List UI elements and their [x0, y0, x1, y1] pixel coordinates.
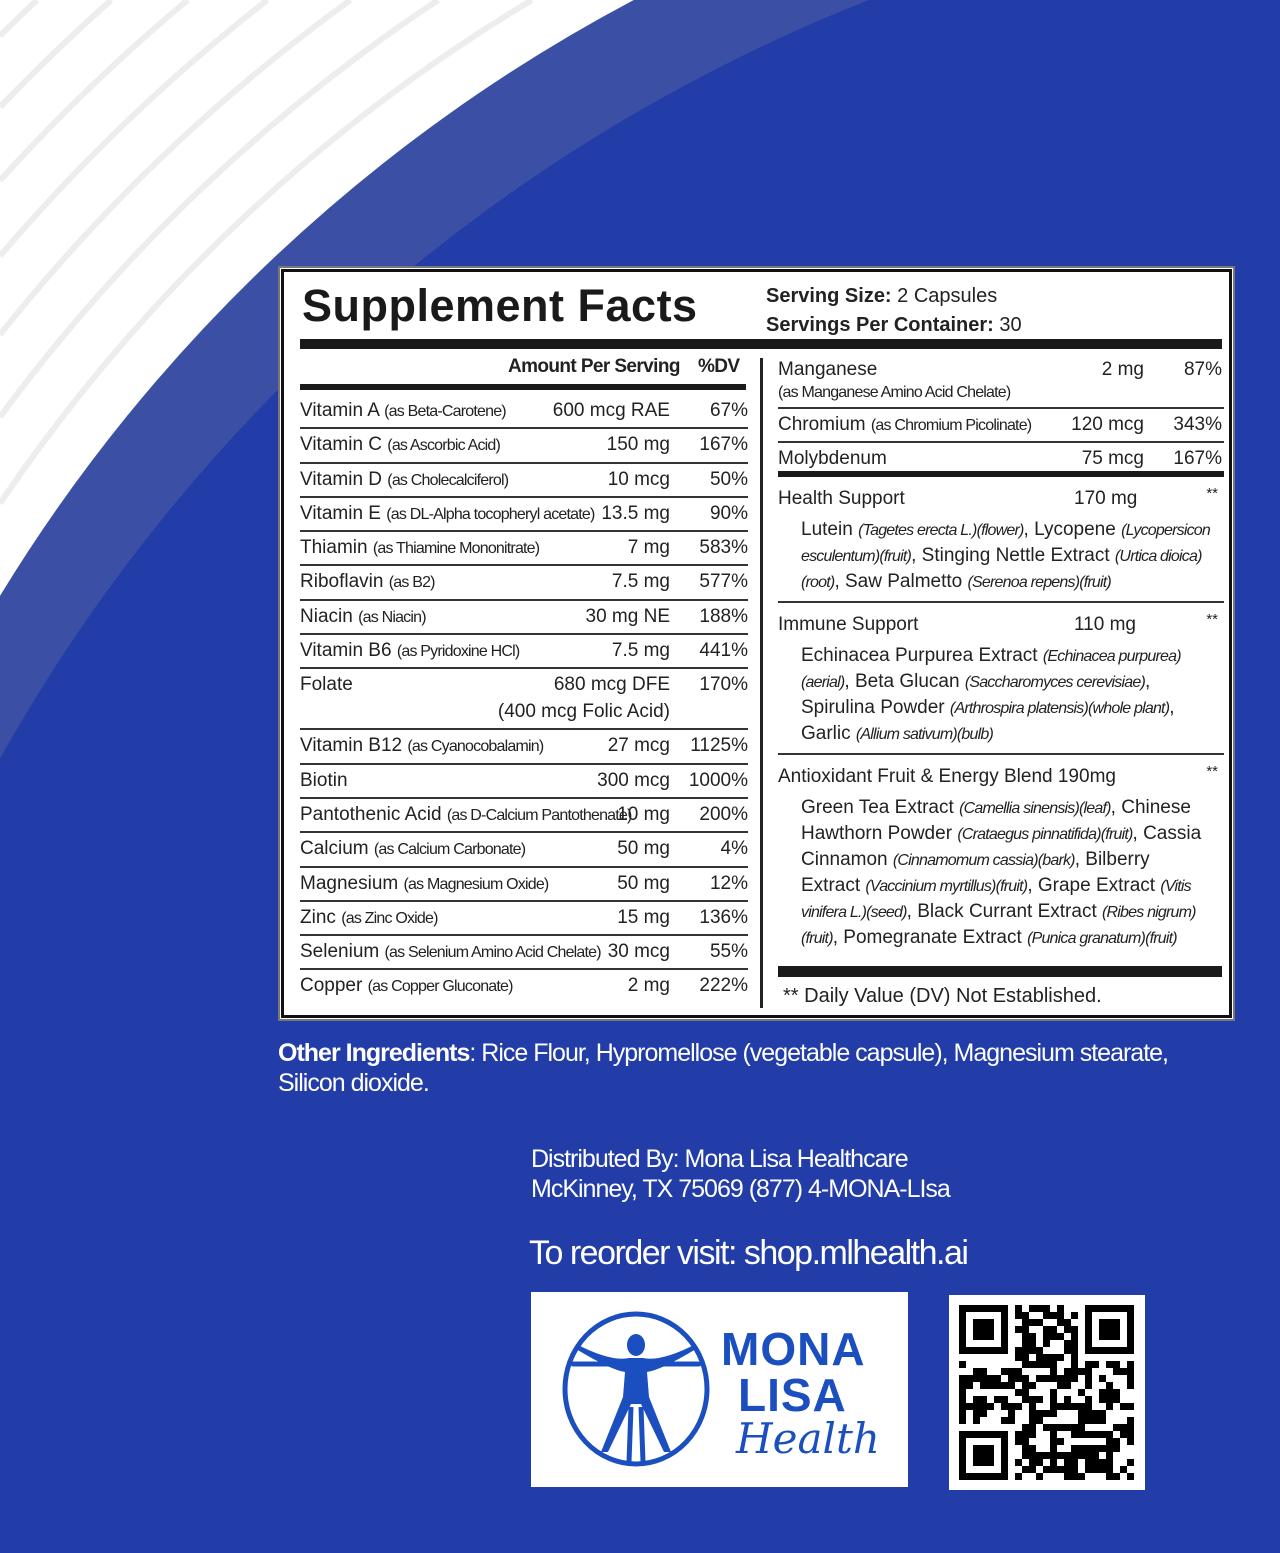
blend-header	[778, 761, 1224, 791]
nutrient-label: Magnesium	[300, 872, 399, 894]
nutrient-source: (as DL-Alpha tocopheryl acetate)	[386, 505, 595, 523]
other-ingredients	[278, 1038, 1238, 1098]
nutrient-name	[300, 770, 348, 792]
ingredient-name: Bilberry Extract	[801, 849, 1150, 896]
qr-code-image	[949, 1295, 1145, 1490]
ingredient-latin-name: (Cinnamomum cassia)(bark)	[892, 852, 1075, 869]
nutrient-dv: 583%	[699, 537, 748, 559]
nutrient-label: Thiamin	[300, 537, 368, 559]
nutrient-amount: 13.5 mg	[601, 502, 670, 524]
nutrient-dv: 50%	[709, 468, 748, 490]
distributor-line: Distributed By: Mona Lisa Healthcare	[531, 1145, 908, 1173]
nutrient-label: Molybdenum	[778, 448, 887, 469]
nutrient-label: Vitamin C	[300, 434, 383, 456]
nutrient-name	[300, 400, 506, 422]
nutrient-name	[300, 434, 500, 456]
nutrient-source: (as Magnesium Oxide)	[403, 875, 549, 893]
blend-amount: 110 mg	[1074, 614, 1136, 635]
blend-ingredients: Green Tea Extract (Camellia sinensis)(leaf), Chinese Hawthorn Powder (Crataegus pinnatifida)(fruit), Cassia Cinnamon (Cinnamomum cassia)(bark), Bilberry Extract (Vaccinium myrtillus)(fruit), Grape Extract (Vitis vinifera L.)(seed), Black Currant Extract (Ribes nigrum)(fruit), Pomegranate Extract (Punica granatum)(fruit)	[801, 797, 1202, 948]
ingredient-name: Garlic	[801, 723, 851, 744]
nutrient-dv: 577%	[699, 571, 748, 593]
nutrient-label: Copper	[300, 975, 363, 997]
ingredient-latin-name: (Arthrospira platensis)(whole plant)	[949, 700, 1170, 717]
blend-dv: **	[1206, 611, 1218, 628]
nutrient-source: (as Selenium Amino Acid Chelate)	[384, 944, 601, 962]
nutrient-label: Selenium	[300, 941, 380, 963]
nutrient-name	[300, 907, 438, 929]
nutrient-name	[300, 640, 519, 662]
nutrient-label: Manganese	[778, 359, 878, 380]
nutrient-source: (as Cyanocobalamin)	[407, 738, 544, 756]
nutrient-amount: 10 mcg	[607, 468, 670, 490]
nutrient-row	[300, 498, 748, 532]
logo-word-mona: MONA	[721, 1323, 866, 1375]
nutrient-dv: 1125%	[690, 735, 748, 757]
distributor-address: McKinney, TX 75069 (877) 4-MONA-LIsa	[531, 1175, 950, 1203]
serving-info	[766, 282, 1022, 340]
nutrient-row	[300, 936, 748, 970]
nutrient-amount: 300 mcg	[597, 769, 670, 791]
nutrient-amount: 680 mcg DFE	[553, 674, 670, 696]
nutrient-amount: 150 mg	[606, 434, 670, 456]
nutrient-row	[300, 464, 748, 498]
nutrient-dv: 90%	[709, 502, 748, 524]
ingredient-name: Echinacea Purpurea Extract	[801, 645, 1038, 666]
footnote: ** Daily Value (DV) Not Established.	[783, 985, 1102, 1007]
ingredient-name: Saw Palmetto	[845, 571, 963, 592]
nutrient-source: (as Thiamine Mononitrate)	[372, 540, 540, 558]
nutrient-source: (as B2)	[388, 574, 435, 592]
nutrient-row	[300, 601, 748, 635]
blend-name: Immune Support	[778, 614, 919, 635]
nutrient-row	[300, 730, 748, 764]
nutrient-row	[300, 833, 748, 867]
distributor-info	[531, 1144, 950, 1204]
nutrient-dv: 200%	[699, 803, 748, 825]
blend-header	[778, 609, 1224, 639]
nutrient-name	[300, 838, 525, 860]
logo-word-lisa: LISA	[738, 1369, 847, 1421]
nutrient-amount: 600 mcg RAE	[552, 400, 670, 421]
nutrient-dv: 55%	[709, 941, 748, 963]
ingredient-latin-name: (Serenoa repens)(fruit)	[967, 574, 1111, 591]
nutrient-list-left	[300, 395, 748, 1005]
nutrient-source: (as Zinc Oxide)	[341, 909, 438, 927]
nutrient-name	[300, 606, 426, 628]
logo-text	[721, 1323, 866, 1421]
ingredient-name: Black Currant Extract	[917, 901, 1097, 922]
nutrient-amount: 7.5 mg	[611, 640, 670, 662]
nutrient-source: (as Niacin)	[358, 608, 426, 626]
nutrient-amount: 7 mg	[627, 537, 670, 559]
nutrient-name	[300, 975, 513, 997]
nutrient-dv: 167%	[699, 434, 748, 456]
brand-logo	[531, 1292, 908, 1487]
nutrient-name	[300, 537, 539, 559]
ingredient-latin-name: (Vitis vinifera L.)(seed)	[801, 878, 1191, 921]
ingredient-latin-name: (Camellia sinensis)(leaf)	[959, 800, 1111, 817]
blend-dv: **	[1206, 485, 1218, 502]
ingredient-latin-name: (Vaccinium myrtillus)(fruit)	[865, 878, 1028, 895]
nutrient-source: (as Calcium Carbonate)	[373, 841, 526, 859]
nutrient-row	[300, 799, 748, 833]
blend-dv: **	[1206, 763, 1218, 780]
nutrient-name	[300, 941, 601, 963]
nutrient-dv: 12%	[709, 872, 748, 894]
ingredient-name: Lycopene	[1034, 519, 1116, 540]
facts-title: Supplement Facts	[302, 280, 698, 331]
nutrient-dv: 87%	[1183, 359, 1222, 380]
ingredient-name: Green Tea Extract	[801, 797, 954, 818]
nutrient-row	[778, 443, 1224, 477]
nutrient-row	[300, 902, 748, 936]
nutrient-dv: 188%	[699, 605, 748, 627]
nutrient-label: Vitamin B12	[300, 735, 403, 757]
nutrient-label: Biotin	[300, 769, 348, 791]
serving-size-label: Serving Size:	[766, 285, 892, 307]
nutrient-row	[300, 566, 748, 600]
nutrient-dv: 1000%	[688, 769, 748, 791]
ingredient-name: Chinese Hawthorn Powder	[801, 797, 1191, 844]
ingredient-name: Beta Glucan	[854, 671, 960, 692]
nutrient-amount: 15 mg	[617, 906, 670, 928]
nutrient-source: (as Copper Gluconate)	[367, 978, 513, 996]
servings-label: Servings Per Container:	[766, 314, 994, 336]
nutrient-dv: 167%	[1173, 448, 1222, 469]
nutrient-amount: 30 mcg	[607, 941, 670, 963]
nutrient-name	[300, 804, 632, 826]
divider-bar	[778, 966, 1222, 977]
nutrient-row	[300, 765, 748, 799]
nutrient-name	[300, 735, 543, 757]
ingredient-name: Spirulina Powder	[801, 697, 945, 718]
ingredient-latin-name: (Echinacea purpurea)(aerial)	[801, 648, 1181, 691]
nutrient-label: Vitamin D	[300, 468, 383, 490]
ingredient-name: Cassia Cinnamon	[801, 823, 1202, 870]
nutrient-amount: 2 mg	[1101, 359, 1144, 380]
other-ingredients-text: : Rice Flour, Hypromellose (vegetable capsule), Magnesium stearate, Silicon dioxide.	[278, 1039, 1168, 1097]
nutrient-source: (as Manganese Amino Acid Chelate)	[778, 384, 1011, 401]
nutrient-row	[300, 395, 748, 429]
nutrient-row	[778, 409, 1224, 443]
nutrient-row	[300, 970, 748, 1004]
nutrient-label: Calcium	[300, 838, 369, 860]
blend-ingredients: Echinacea Purpurea Extract (Echinacea purpurea)(aerial), Beta Glucan (Saccharomyces cerevisiae), Spirulina Powder (Arthrospira platensis)(whole plant), Garlic (Allium sativum)(bulb)	[801, 645, 1181, 744]
dv-header: %DV	[698, 356, 740, 377]
ingredient-latin-name: (Punica granatum)(fruit)	[1027, 930, 1177, 947]
nutrient-amount: 10 mg	[617, 803, 670, 825]
other-ingredients-label: Other Ingredients	[278, 1039, 470, 1067]
nutrient-row	[300, 532, 748, 566]
nutrient-name	[778, 414, 1031, 436]
nutrient-amount: 27 mcg	[607, 735, 670, 757]
blend-name: Antioxidant Fruit & Energy Blend 190mg	[778, 766, 1116, 787]
nutrient-row	[300, 635, 748, 669]
nutrient-amount-note: (400 mcg Folic Acid)	[497, 701, 670, 723]
nutrient-label: Vitamin E	[300, 502, 381, 524]
ingredient-latin-name: (Ribes nigrum)(fruit)	[801, 904, 1196, 947]
nutrient-source: (as D-Calcium Pantothenate)	[446, 806, 632, 824]
ingredient-latin-name: (Allium sativum)(bulb)	[855, 726, 994, 743]
blend-name: Health Support	[778, 488, 905, 509]
nutrient-label: Zinc	[300, 906, 336, 928]
ingredient-name: Stinging Nettle Extract	[921, 545, 1110, 566]
nutrient-label: Vitamin B6	[300, 640, 392, 662]
nutrient-source: (as Beta-Carotene)	[384, 403, 506, 420]
nutrient-dv: 136%	[699, 906, 748, 928]
ingredient-latin-name: (Lycopersicon esculentum)(fruit)	[801, 522, 1210, 565]
nutrient-amount: 30 mg NE	[585, 605, 670, 627]
divider-bar	[300, 339, 1222, 349]
nutrient-name	[300, 873, 548, 895]
nutrient-list-right	[778, 354, 1224, 957]
nutrient-name	[300, 674, 353, 696]
proprietary-blend	[778, 477, 1224, 603]
nutrient-label: Niacin	[300, 605, 353, 627]
ingredient-name: Lutein	[801, 519, 853, 540]
nutrient-label: Vitamin A	[300, 400, 379, 421]
proprietary-blend	[778, 755, 1224, 957]
nutrient-source: (as Chromium Picolinate)	[870, 417, 1032, 434]
nutrient-row	[300, 429, 748, 463]
nutrient-dv: 170%	[699, 674, 748, 696]
nutrient-row	[300, 669, 748, 730]
nutrient-dv: 441%	[699, 640, 748, 662]
nutrient-name	[778, 448, 887, 470]
nutrient-dv: 4%	[720, 838, 748, 860]
nutrient-row	[300, 868, 748, 902]
nutrient-label: Folate	[300, 674, 353, 696]
nutrient-source: (as Cholecalciferol)	[387, 471, 509, 489]
nutrient-source: (as Pyridoxine HCl)	[396, 643, 520, 661]
nutrient-amount: 50 mg	[617, 872, 670, 894]
proprietary-blend	[778, 603, 1224, 755]
nutrient-amount: 120 mcg	[1071, 414, 1144, 435]
nutrient-label: Pantothenic Acid	[300, 803, 442, 825]
nutrient-name	[300, 571, 435, 593]
blend-header	[778, 483, 1224, 513]
nutrient-name	[778, 359, 877, 381]
nutrient-dv: 67%	[709, 400, 748, 421]
serving-size: 2 Capsules	[897, 285, 998, 307]
divider-bar	[300, 384, 746, 390]
blend-ingredients: Lutein (Tagetes erecta L.)(flower), Lycopene (Lycopersicon esculentum)(fruit), Stinging Nettle Extract (Urtica dioica)(root), Saw Palmetto (Serenoa repens)(fruit)	[801, 519, 1210, 592]
ingredient-latin-name: (Crataegus pinnatifida)(fruit)	[957, 826, 1133, 843]
qr-code[interactable]	[949, 1295, 1145, 1490]
nutrient-dv: 343%	[1173, 414, 1222, 435]
column-divider	[760, 358, 763, 1008]
amount-header: Amount Per Serving	[508, 356, 680, 377]
nutrient-name	[300, 469, 508, 491]
logo-word-health: Health	[736, 1414, 880, 1463]
column-header	[300, 354, 746, 382]
nutrient-label: Riboflavin	[300, 571, 384, 593]
nutrient-amount: 50 mg	[617, 838, 670, 860]
ingredient-latin-name: (Tagetes erecta L.)(flower)	[858, 522, 1024, 539]
nutrient-row	[778, 354, 1224, 409]
ingredient-latin-name: (Urtica dioica)(root)	[801, 548, 1202, 591]
nutrient-dv: 222%	[699, 975, 748, 997]
ingredient-latin-name: (Saccharomyces cerevisiae)	[964, 674, 1145, 691]
nutrient-amount: 75 mcg	[1081, 448, 1144, 469]
vitruvian-man-icon	[531, 1292, 711, 1487]
ingredient-name: Grape Extract	[1037, 875, 1156, 896]
nutrient-label: Chromium	[778, 414, 866, 435]
nutrient-name	[300, 503, 595, 525]
supplement-facts-panel	[278, 266, 1235, 1021]
nutrient-amount: 7.5 mg	[611, 571, 670, 593]
nutrient-source: (as Ascorbic Acid)	[387, 437, 501, 455]
reorder-link[interactable]: To reorder visit: shop.mlhealth.ai	[529, 1234, 968, 1272]
ingredient-name: Pomegranate Extract	[843, 927, 1022, 948]
blend-amount: 170 mg	[1074, 488, 1138, 509]
servings-per-container: 30	[999, 314, 1022, 336]
nutrient-amount: 2 mg	[627, 975, 670, 997]
